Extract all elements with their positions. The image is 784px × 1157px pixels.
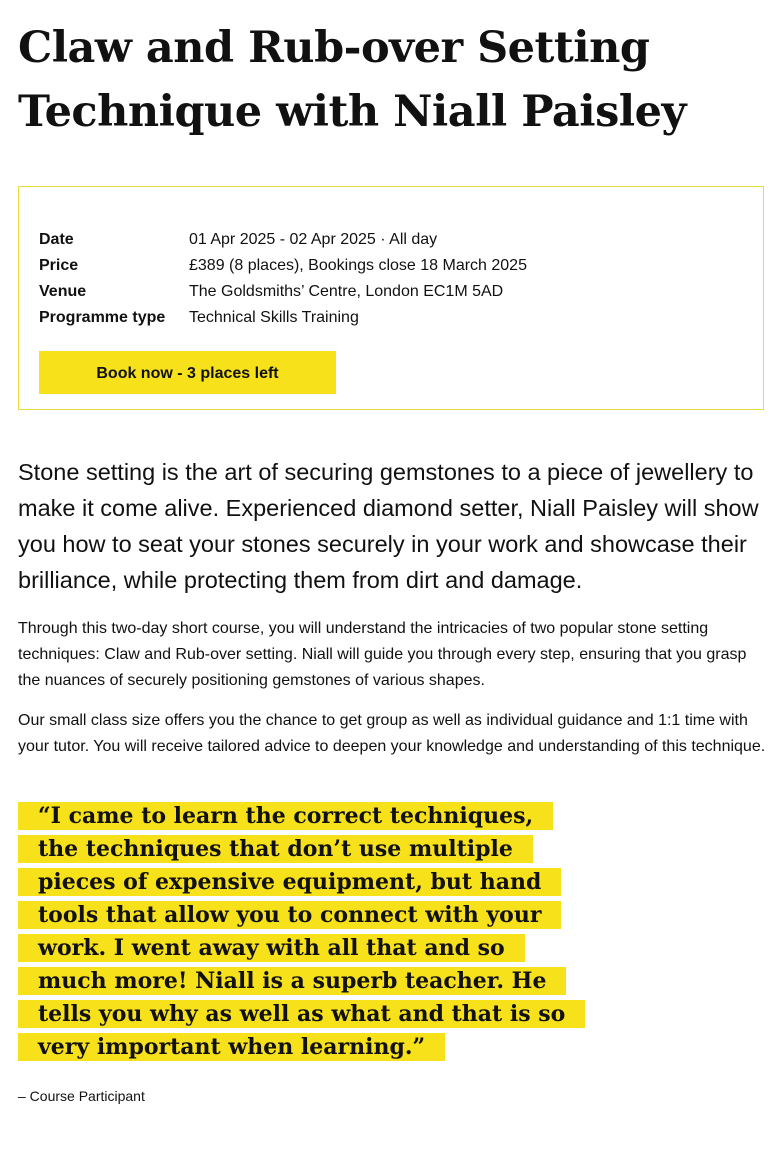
page-title: Claw and Rub-over Setting Technique with Niall Paisley [18,23,686,137]
lead-paragraph: Stone setting is the art of securing gemstones to a piece of jewellery to make it come alive. Experienced diamond setter, Niall Paisley will show you how to seat your stones securely in your work and showcase their brilliance, while protecting them from dirt and damage. [18,459,759,593]
date-value: 01 Apr 2025 - 02 Apr 2025 · All day [189,231,438,248]
date-label: Date [39,231,74,248]
testimonial-attribution: – Course Participant [18,1088,145,1104]
price-label: Price [39,257,79,274]
testimonial-quote [18,800,578,1064]
description-paragraph-2: Our small class size offers you the chance to get group as well as individual guidance and 1:1 time with your tutor. You will receive tailored advice to deepen your knowledge and understanding of this technique. [18,712,766,755]
price-value: £389 (8 places), Bookings close 18 March 2025 [189,257,527,274]
venue-label: Venue [39,283,87,300]
event-details-box [18,186,764,410]
programme-type-value: Technical Skills Training [189,309,359,326]
programme-type-label: Programme type [39,309,166,326]
description-paragraph-1: Through this two-day short course, you will understand the intricacies of two popular stone setting techniques: Claw and Rub-over setting. Niall will guide you through every step, ensuring that you grasp the nuances of securely positioning gemstones of various shapes. [18,620,747,689]
venue-value: The Goldsmiths’ Centre, London EC1M 5AD [189,283,504,300]
book-now-button[interactable]: Book now - 3 places left [39,351,336,394]
details-list [39,227,743,331]
testimonial-text: “I came to learn the correct techniques, the techniques that don’t use multiple pieces of expensive equipment, but hand tools that allow you to connect with your work. I went away with all that and so much more! Niall is a superb teacher. He tells you why as well as what and that is so very important when learning.” [18,802,585,1061]
